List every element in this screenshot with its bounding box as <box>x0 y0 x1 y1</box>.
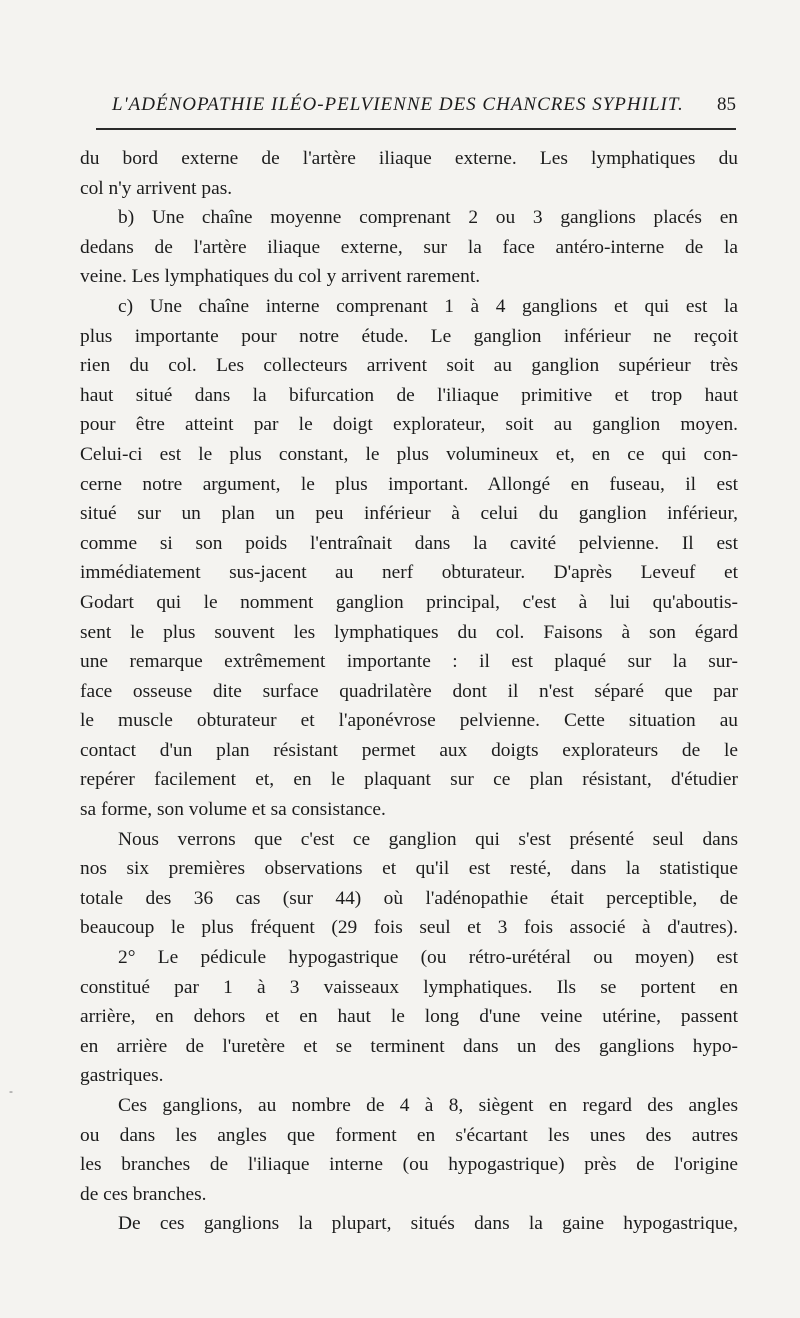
text-line: veine. Les lymphatiques du col y arrivent rarement. <box>80 266 481 288</box>
text-line: situé sur un plan un peu inférieur à celui du ganglion inférieur, <box>80 503 738 525</box>
text-line: ou dans les angles que forment en s'écartant les unes des autres <box>80 1124 738 1146</box>
text-line: sa forme, son volume et sa consistance. <box>80 799 386 821</box>
text-line: dedans de l'artère iliaque externe, sur la face antéro-interne de la <box>80 236 738 258</box>
text-line: pour être atteint par le doigt explorateur, soit au ganglion moyen. <box>80 414 738 436</box>
text-line: rien du col. Les collecteurs arrivent soit au ganglion supérieur très <box>80 355 738 377</box>
text-line: plus importante pour notre étude. Le ganglion inférieur ne reçoit <box>80 325 738 347</box>
text-line: contact d'un plan résistant permet aux doigts explorateurs de le <box>80 739 738 761</box>
text-line: repérer facilement et, en le plaquant sur ce plan résistant, d'étudier <box>80 769 738 791</box>
text-line: col n'y arrivent pas. <box>80 177 233 199</box>
text-line: De ces ganglions la plupart, situés dans la gaine hypogastrique, <box>118 1213 738 1235</box>
text-line: cerne notre argument, le plus important. Allongé en fuseau, il est <box>80 473 738 495</box>
text-line: arrière, en dehors et en haut le long d'une veine utérine, passent <box>80 1006 738 1028</box>
text-line: 2° Le pédicule hypogastrique (ou rétro-urétéral ou moyen) est <box>118 947 738 969</box>
text-line: Godart qui le nomment ganglion principal, c'est à lui qu'aboutis- <box>80 591 738 613</box>
text-line: Celui-ci est le plus constant, le plus volumineux et, en ce qui con- <box>80 443 738 465</box>
page-header <box>96 94 736 132</box>
text-line: Ces ganglions, au nombre de 4 à 8, siègent en regard des angles <box>118 1095 738 1116</box>
text-line: b) Une chaîne moyenne comprenant 2 ou 3 ganglions placés en <box>118 207 738 229</box>
text-line: haut situé dans la bifurcation de l'iliaque primitive et trop haut <box>80 384 738 406</box>
text-line: immédiatement sus-jacent au nerf obturateur. D'après Leveuf et <box>80 562 738 584</box>
body-text <box>80 144 738 1239</box>
text-line: c) Une chaîne interne comprenant 1 à 4 ganglions et qui est la <box>118 295 738 317</box>
text-line: face osseuse dite surface quadrilatère dont il n'est séparé que par <box>80 680 738 702</box>
text-line: gastriques. <box>80 1065 164 1087</box>
text-line: de ces branches. <box>80 1183 207 1205</box>
running-title: L'ADÉNOPATHIE ILÉO-PELVIENNE DES CHANCRES SYPHILIT. <box>112 94 684 115</box>
page-number: 85 <box>717 94 736 115</box>
header-rule <box>96 128 736 130</box>
text-line: beaucoup le plus fréquent (29 fois seul et 3 fois associé à d'autres). <box>80 917 738 939</box>
text-line: constitué par 1 à 3 vaisseaux lymphatiques. Ils se portent en <box>80 976 738 998</box>
text-line: en arrière de l'uretère et se terminent dans un des ganglions hypo- <box>80 1035 738 1057</box>
text-line: nos six premières observations et qu'il est resté, dans la statistique <box>80 858 738 880</box>
text-line: sent le plus souvent les lymphatiques du col. Faisons à son égard <box>80 621 738 643</box>
text-line: les branches de l'iliaque interne (ou hypogastrique) près de l'origine <box>80 1154 738 1176</box>
text-line: Nous verrons que c'est ce ganglion qui s'est présenté seul dans <box>118 828 738 850</box>
text-line: une remarque extrêmement importante : il est plaqué sur la sur- <box>80 651 738 673</box>
text-line: totale des 36 cas (sur 44) où l'adénopathie était perceptible, de <box>80 887 738 909</box>
text-line: comme si son poids l'entraînait dans la cavité pelvienne. Il est <box>80 532 738 554</box>
margin-mark: - <box>9 1084 13 1098</box>
text-line: le muscle obturateur et l'aponévrose pelvienne. Cette situation au <box>80 710 738 732</box>
text-line: du bord externe de l'artère iliaque externe. Les lymphatiques du <box>80 148 738 169</box>
